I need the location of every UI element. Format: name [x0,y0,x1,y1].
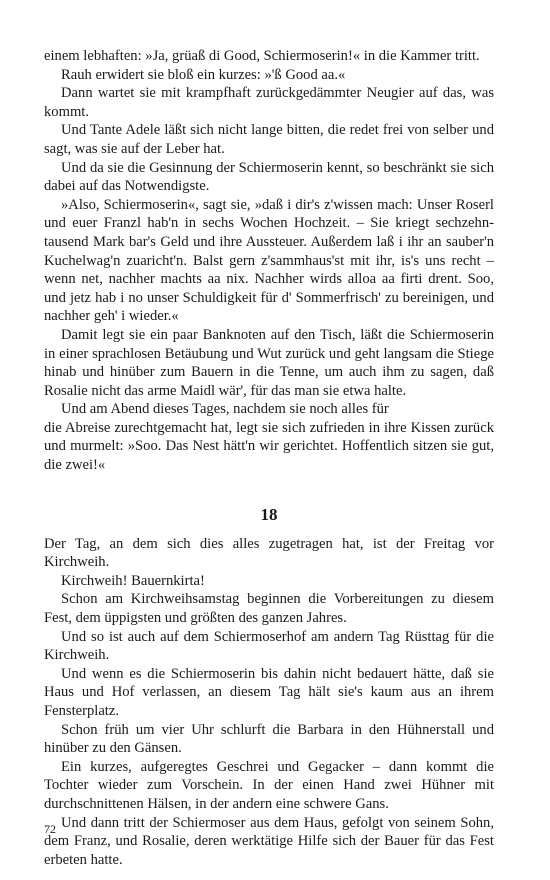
paragraph: Kirchweih! Bauernkirta! [61,572,205,589]
paragraph: Der Tag, an dem sich dies alles zugetragen hat, ist der Freitag vor Kirchweih. [44,535,494,571]
paragraph: Und so ist auch auf dem Schiermoserhof am andern Tag Rüsttag für die Kirchweih. [44,628,494,664]
paragraph: einem lebhaften: »Ja, grüaß di Good, Schiermoserin!« in die Kammer tritt. [44,48,480,64]
paragraph: Und dann tritt der Schiermoser aus dem Haus, gefolgt von seinem Sohn, dem Franz, und Rosalie, deren werktätige Hilfe sich der Bauer für das Fest erbeten hatte. [44,814,494,868]
paragraph: Rauh erwidert sie bloß ein kurzes: »'ß Good aa.« [61,66,346,83]
paragraph: Dann wartet sie mit krampfhaft zurückgedämmter Neugier auf das, was kommt. [44,85,494,120]
paragraph: die Abreise zurechtgemacht hat, legt sie sich zufrieden in ihre Kissen zurück und murmelt: »Soo. Das Nest hätt'n wir gerichtet. Hoffentlich sitzen sie gut, die zwei!« [44,419,494,474]
paragraph: Schon früh um vier Uhr schlurft die Barbara in den Hühnerstall und hinüber zu den Gänsen. [44,721,494,757]
text-block-chapter-18 [44,535,494,870]
chapter-heading: 18 [260,504,278,524]
paragraph: Und da sie die Gesinnung der Schiermoserin kennt, so beschränkt sie sich dabei auf das Notwendigste. [44,159,494,195]
paragraph: Ein kurzes, aufgeregtes Geschrei und Gegacker – dann kommt die Tochter wieder zum Vorschein. In der einen Hand zwei Hühner mit durchschnittenen Hälsen, in der andern eine schwere Gans. [44,758,494,812]
paragraph: »Also, Schiermoserin«, sagt sie, »daß i dir's z'wissen mach: Unser Roserl und euer Franzl hab'n in sechs Wochen Hochzeit. – Sie kriegt sechzehntausend Mark bar's Geld und ihre Aussteuer. Außerdem laß i ihr an sauber'n Kuchelwag'n zuaricht'n. Balst gern z'sammhaus'st mit ihr, is's uns recht – wenn net, nachher machts aa nix. Nachher wirds alloa aa firti drent. Soo, und jetz hab i no unser Schuldigkeit für d' Sommerfrisch' zu bereinigen, und nachher geh' i wieder.« [44,196,494,325]
text-block-before-chapter [44,47,494,475]
paragraph: Damit legt sie ein paar Banknoten auf den Tisch, läßt die Schiermoserin in einer sprachlosen Betäubung und Wut zurück und geht langsam die Stiege hinab und hinüber zum Bauern in die Tenne, um auch ihm zu sagen, daß Rosalie nicht das arme Maidl wär', für das man sie etwa halte. [44,326,494,399]
paragraph: Und wenn es die Schiermoserin bis dahin nicht bedauert hätte, daß sie Haus und Hof verlassen, an diesem Tag hält sie's kaum aus an ihrem Fensterplatz. [44,665,494,719]
page-number: 72 [44,822,56,836]
paragraph: Schon am Kirchweihsamstag beginnen die Vorbereitungen zu diesem Fest, dem üppigsten und größten des ganzen Jahres. [44,591,494,627]
paragraph: Und am Abend dieses Tages, nachdem sie noch alles für [61,401,389,418]
paragraph: Und Tante Adele läßt sich nicht lange bitten, die redet frei von selber und sagt, was sie auf der Leber hat. [44,122,494,157]
